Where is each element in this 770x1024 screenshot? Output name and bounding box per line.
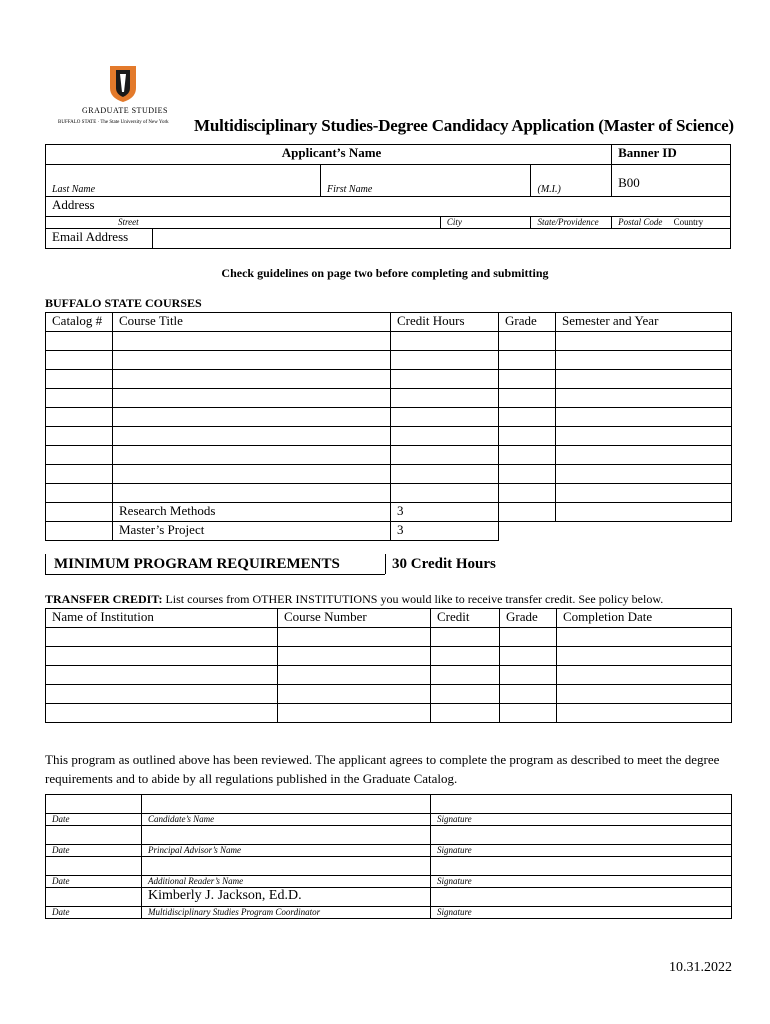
buffalo-courses-table: [45, 312, 732, 541]
mi-label: (M.I.): [537, 184, 561, 195]
research-methods-credit: 3: [391, 503, 499, 522]
table-row[interactable]: [46, 503, 732, 522]
table-row[interactable]: [46, 446, 732, 465]
banner-id-field[interactable]: B00: [612, 165, 731, 197]
coordinator-name: Kimberly J. Jackson, Ed.D.: [142, 888, 431, 907]
email-row: [46, 229, 731, 249]
col-completion-date: Completion Date: [557, 609, 732, 628]
masters-project-title: Master’s Project: [113, 522, 391, 541]
address-label: Address: [46, 197, 731, 217]
guidelines-note: Check guidelines on page two before completing and submitting: [221, 266, 549, 280]
buffalo-courses-heading: BUFFALO STATE COURSES: [45, 296, 202, 310]
table-row[interactable]: [46, 666, 732, 685]
table-row[interactable]: [46, 647, 732, 666]
table-row[interactable]: [46, 408, 732, 427]
email-label: Email Address: [46, 229, 153, 248]
last-name-field[interactable]: [46, 165, 321, 197]
minimum-requirements-label: MINIMUM PROGRAM REQUIREMENTS: [54, 556, 340, 572]
signature-input-row[interactable]: [46, 795, 732, 814]
date-label: Date: [46, 876, 142, 888]
signature-input-row[interactable]: [46, 857, 732, 876]
logo-line1: GRADUATE STUDIES: [82, 106, 168, 115]
date-label: Date: [46, 907, 142, 919]
page-title: Multidisciplinary Studies-Degree Candidacy Application (Master of Science): [194, 116, 734, 135]
city-label: City: [440, 217, 531, 229]
coordinator-signature-field[interactable]: [431, 888, 732, 907]
research-methods-title: Research Methods: [113, 503, 391, 522]
table-row[interactable]: [46, 628, 732, 647]
state-label: State/Providence: [531, 217, 612, 229]
transfer-table: [45, 608, 732, 723]
street-label: Street: [46, 217, 441, 229]
signature-table: [45, 794, 732, 919]
min-req-divider: [385, 554, 386, 574]
table-row[interactable]: [46, 370, 732, 389]
date-label: Date: [46, 814, 142, 826]
signature-input-row[interactable]: [46, 826, 732, 845]
logo-line2: BUFFALO STATE · The State University of New York: [58, 120, 169, 125]
min-req-left-border: [45, 554, 46, 574]
signature-label: Signature: [431, 876, 732, 888]
date-label: Date: [46, 845, 142, 857]
coordinator-date-field[interactable]: [46, 888, 142, 907]
postal-label: Postal Code: [618, 217, 663, 227]
masters-project-credit: 3: [391, 522, 499, 541]
mi-field[interactable]: [531, 165, 612, 197]
table-row[interactable]: [46, 522, 732, 541]
first-name-label: First Name: [326, 184, 373, 195]
candidate-label: Candidate’s Name: [142, 814, 431, 826]
reader-label: Additional Reader’s Name: [142, 876, 431, 888]
signature-label: Signature: [431, 845, 732, 857]
last-name-label: Last Name: [52, 184, 96, 195]
country-label: Country: [673, 217, 704, 227]
table-row[interactable]: [46, 389, 732, 408]
col-catalog: Catalog #: [46, 313, 113, 332]
table-row[interactable]: [46, 685, 732, 704]
table-row[interactable]: [46, 427, 732, 446]
minimum-credit-hours: 30 Credit Hours: [392, 556, 496, 572]
signature-label: Signature: [431, 907, 732, 919]
postal-country-label: [612, 217, 731, 229]
banner-id-header: Banner ID: [612, 145, 731, 165]
table-row[interactable]: [46, 351, 732, 370]
first-name-field[interactable]: [320, 165, 531, 197]
col-grade: Grade: [499, 313, 556, 332]
coordinator-label: Multidisciplinary Studies Program Coordinator: [142, 907, 431, 919]
advisor-label: Principal Advisor’s Name: [142, 845, 431, 857]
min-req-bottom-border: [45, 574, 385, 575]
col-credit-hours: Credit Hours: [391, 313, 499, 332]
applicant-table: [45, 144, 731, 249]
col-credit: Credit: [431, 609, 500, 628]
col-transfer-grade: Grade: [500, 609, 557, 628]
transfer-heading: [45, 592, 663, 607]
signature-label: Signature: [431, 814, 732, 826]
col-semester-year: Semester and Year: [556, 313, 732, 332]
col-course-title: Course Title: [113, 313, 391, 332]
table-row[interactable]: [46, 484, 732, 503]
table-row[interactable]: [46, 704, 732, 723]
revision-date: 10.31.2022: [669, 960, 732, 975]
table-row[interactable]: [46, 332, 732, 351]
applicant-name-header: Applicant’s Name: [46, 145, 612, 165]
transfer-heading-bold: TRANSFER CREDIT:: [45, 592, 163, 606]
col-institution: Name of Institution: [46, 609, 278, 628]
agreement-text: This program as outlined above has been reviewed. The applicant agrees to complete the program as described to meet the degree requirements and to abide by all regulations published in the Graduate Catalog.: [45, 752, 720, 786]
graduate-studies-logo: [58, 64, 188, 132]
transfer-heading-text: List courses from OTHER INSTITUTIONS you would like to receive transfer credit. See policy below.: [162, 592, 664, 606]
table-row[interactable]: [46, 465, 732, 484]
col-course-number: Course Number: [278, 609, 431, 628]
